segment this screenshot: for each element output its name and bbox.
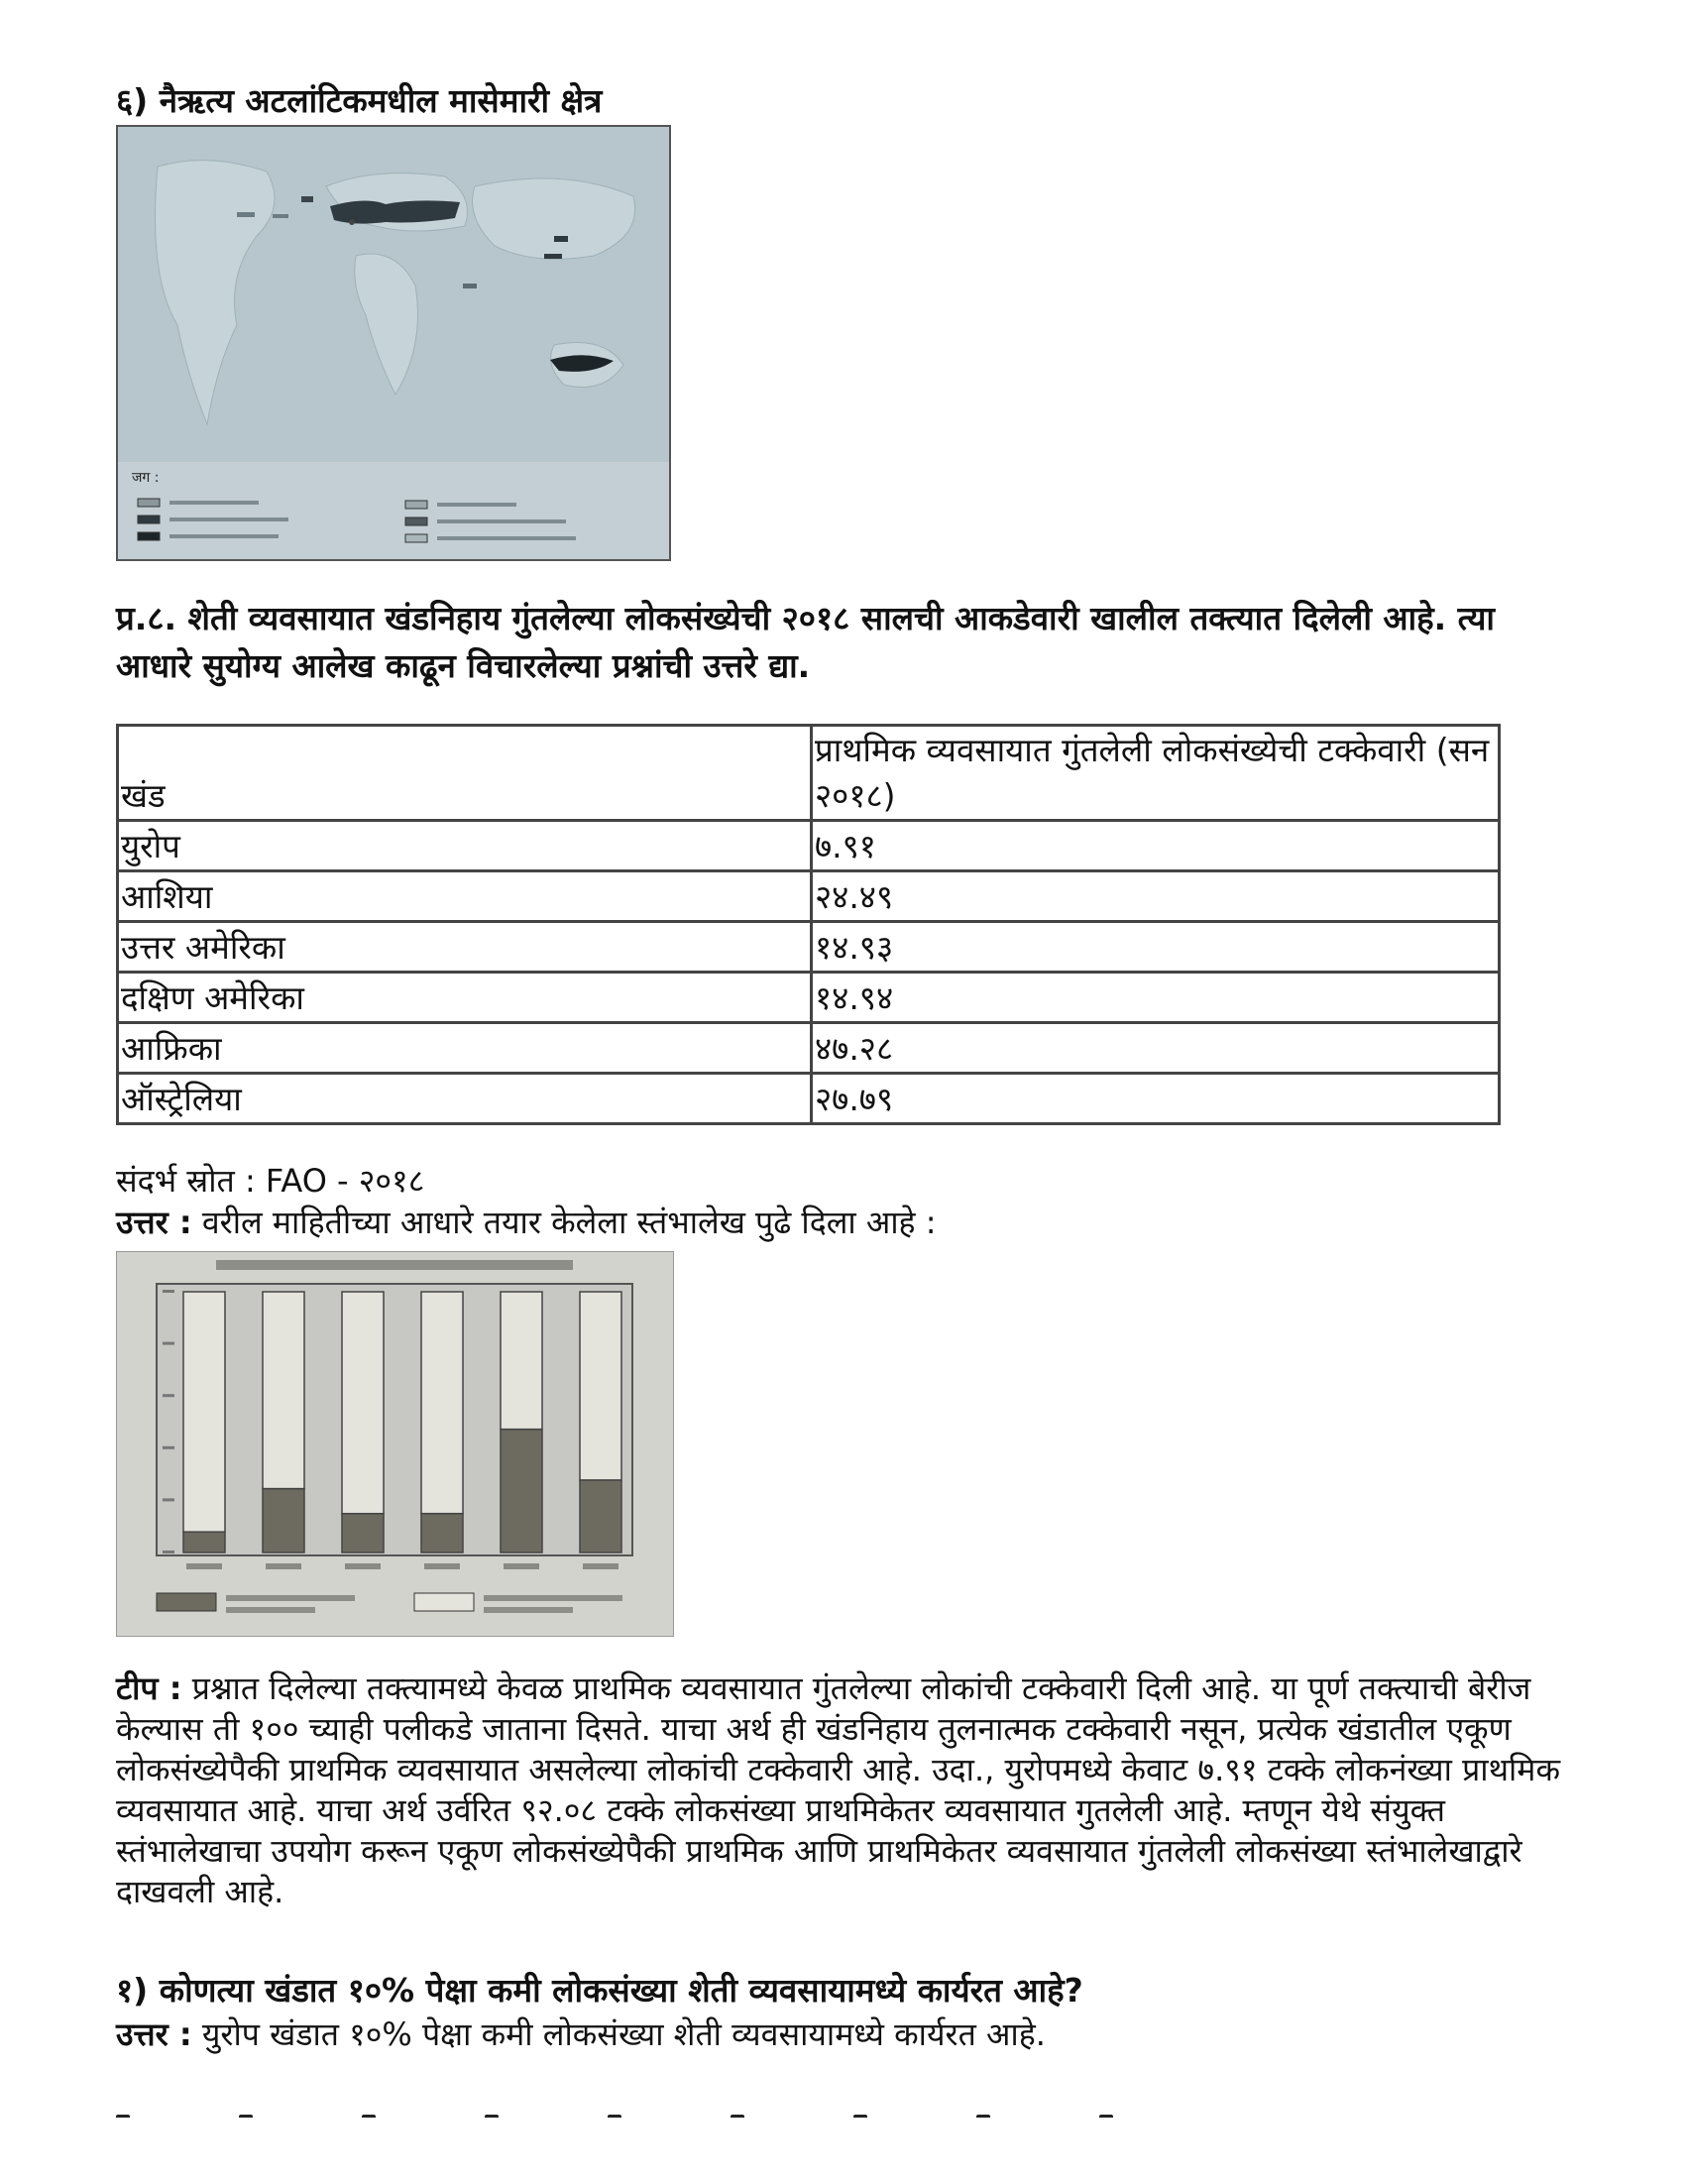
x-category-label-smudge [345, 1563, 381, 1569]
table-cell-continent: दक्षिण अमेरिका [118, 973, 812, 1023]
x-category-label-smudge [583, 1563, 619, 1569]
question-8-heading: प्र.८. शेती व्यवसायात खंडनिहाय गुंतलेल्या लोकसंख्येची २०१८ सालची आकडेवारी खालील तक्त्यात दिलेली आहे. त्या आधारे सुयोग्य आलेख काढून विचारलेल्या प्रश्नांची उत्तरे द्या. [116, 599, 1495, 685]
legend-swatch-primary [157, 1593, 216, 1611]
bar-primary-segment [263, 1489, 304, 1552]
bar-primary-segment [580, 1480, 621, 1552]
question-1: १) कोणत्या खंडात १०% पेक्षा कमी लोकसंख्या शेती व्यवसायामध्ये कार्यरत आहे? [116, 1971, 1083, 2010]
table-header-percentage: प्राथमिक व्यवसायात गुंतलेली लोकसंख्येची टक्केवारी (सन २०१८) [812, 726, 1500, 821]
q1-answer-label: उत्तर : [116, 2015, 192, 2053]
plot-area [157, 1284, 632, 1555]
legend-text-smudge [226, 1607, 315, 1613]
x-category-label-smudge [504, 1563, 539, 1569]
map-section-heading: ६) नैऋत्य अटलांटिकमधील मासेमारी क्षेत्र [116, 81, 603, 120]
table-cell-value: १४.९३ [812, 922, 1500, 973]
table-header-row [118, 726, 1500, 821]
world-map-image [116, 125, 671, 561]
answer-line [116, 1202, 937, 1243]
bar-primary-segment [342, 1514, 384, 1552]
legend-swatch-nonprimary [414, 1593, 474, 1611]
table-cell-value: १४.९४ [812, 973, 1500, 1023]
bar-primary-segment [501, 1430, 542, 1552]
table-row [118, 821, 1500, 871]
bar-nonprimary-segment [263, 1292, 304, 1489]
y-tick-mark [163, 1290, 174, 1293]
table-cell-value: २७.७९ [812, 1074, 1500, 1124]
bar-primary-segment [421, 1514, 463, 1552]
stacked-column-chart [116, 1251, 674, 1637]
table-cell-continent: युरोप [118, 821, 812, 871]
table-row [118, 973, 1500, 1023]
world-map-drawing [118, 127, 669, 559]
table-row [118, 1023, 1500, 1074]
legend-text-smudge [484, 1607, 573, 1613]
table-cell-continent: आफ्रिका [118, 1023, 812, 1074]
y-tick-mark [163, 1394, 174, 1397]
table-row [118, 922, 1500, 973]
x-category-label-smudge [186, 1563, 222, 1569]
y-tick-mark [163, 1342, 174, 1345]
table-row [118, 871, 1500, 922]
table-cell-value: ४७.२८ [812, 1023, 1500, 1074]
answer-label: उत्तर : [116, 1204, 192, 1241]
y-tick-mark [163, 1446, 174, 1449]
y-tick-mark [163, 1551, 174, 1553]
x-category-label-smudge [266, 1563, 301, 1569]
bar-nonprimary-segment [183, 1292, 225, 1532]
chart-svg [117, 1252, 673, 1636]
source-citation: संदर्भ स्रोत : FAO - २०१८ [116, 1162, 425, 1200]
bar-primary-segment [183, 1532, 225, 1552]
bar-nonprimary-segment [580, 1292, 621, 1480]
table-cell-continent: ऑस्ट्रेलिया [118, 1074, 812, 1124]
legend-text-smudge [226, 1595, 355, 1601]
continent-data-table [116, 724, 1501, 1125]
table-cell-continent: आशिया [118, 871, 812, 922]
note-label: टीप : [116, 1669, 182, 1707]
map-label: जग : [132, 470, 160, 486]
q1-answer-text: युरोप खंडात १०% पेक्षा कमी लोकसंख्या शेती व्यवसायामध्ये कार्यरत आहे. [191, 2015, 1046, 2053]
table-row [118, 1074, 1500, 1124]
table-cell-value: ७.९१ [812, 821, 1500, 871]
bar-nonprimary-segment [501, 1292, 542, 1430]
table-cell-continent: उत्तर अमेरिका [118, 922, 812, 973]
y-tick-mark [163, 1498, 174, 1501]
table-cell-value: २४.४९ [812, 871, 1500, 922]
note-text: प्रश्नात दिलेल्या तक्त्यामध्ये केवळ प्राथमिक व्यवसायात गुंतलेल्या लोकांची टक्केवारी दिली आहे. या पूर्ण तक्त्याची बेरीज केल्यास ती १०० च्याही पलीकडे जाताना दिसते. याचा अर्थ ही खंडनिहाय तुलनात्मक टक्केवारी नसून, प्रत्येक खंडातील एकूण लोकसंख्येपैकी प्राथमिक व्यवसायात असलेल्या लोकांची टक्केवारी आहे. उदा., युरोपमध्ये केवाट ७.९१ टक्के लोकनंख्या प्राथमिक व्यवसायात आहे. याचा अर्थ उर्वरित ९२.०८ टक्के लोकसंख्या प्राथमिकेतर व्यवसायात गुतलेली आहे. म्तणून येथे संयुक्त स्तंभालेखाचा उपयोग करून एकूण लोकसंख्येपैकी प्राथमिक आणि प्राथमिकेतर व्यवसायात गुंतलेली लोकसंख्या स्तंभालेखाद्वारे दाखवली आहे. [116, 1669, 1561, 1910]
x-category-label-smudge [424, 1563, 460, 1569]
table-header-continent: खंड [118, 726, 812, 821]
bar-nonprimary-segment [421, 1292, 463, 1514]
chart-title-smudge [216, 1260, 573, 1270]
question-1-answer [116, 2012, 1046, 2056]
cut-off-text-line [116, 2108, 1305, 2118]
answer-text: वरील माहितीच्या आधारे तयार केलेला स्तंभालेख पुढे दिला आहे : [191, 1204, 937, 1241]
bar-nonprimary-segment [342, 1292, 384, 1514]
note-paragraph [116, 1668, 1573, 1912]
legend-text-smudge [484, 1595, 622, 1601]
